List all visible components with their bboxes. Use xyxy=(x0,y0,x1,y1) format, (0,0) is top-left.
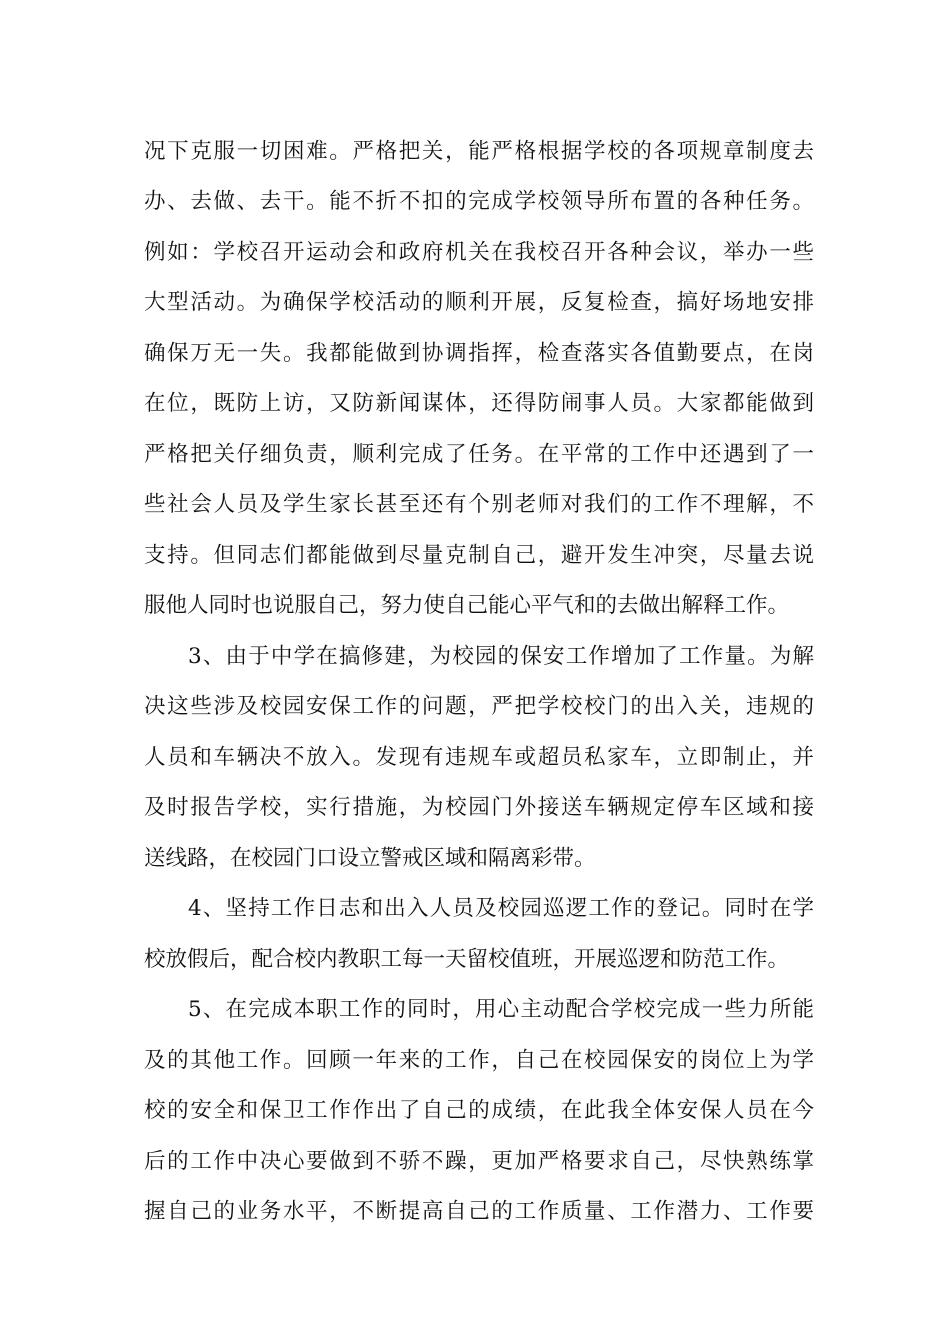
text-line: 况下克服一切困难。严格把关，能严格根据学校的各项规章制度去 xyxy=(144,139,814,164)
text-line: 些社会人员及学生家长甚至还有个别老师对我们的工作不理解，不 xyxy=(144,492,814,517)
text-line: 大型活动。为确保学校活动的顺利开展，反复检查，搞好场地安排 xyxy=(144,290,814,315)
paragraph-4-first-line: 4、坚持工作日志和出入人员及校园巡逻工作的登记。同时在学 xyxy=(188,896,814,921)
text-line: 及时报告学校，实行措施，为校园门外接送车辆规定停车区域和接 xyxy=(144,795,814,820)
text-line: 服他人同时也说服自己，努力使自己能心平气和的去做出解释工作。 xyxy=(144,593,790,618)
text-line: 校放假后，配合校内教职工每一天留校值班，开展巡逻和防范工作。 xyxy=(144,947,790,972)
text-line: 例如：学校召开运动会和政府机关在我校召开各种会议，举办一些 xyxy=(144,240,814,265)
paragraph-3-first-line: 3、由于中学在搞修建，为校园的保安工作增加了工作量。为解 xyxy=(188,644,814,669)
paragraph-5-first-line: 5、在完成本职工作的同时，用心主动配合学校完成一些力所能 xyxy=(188,997,814,1022)
text-line: 决这些涉及校园安保工作的问题，严把学校校门的出入关，违规的 xyxy=(144,694,814,719)
text-line: 校的安全和保卫工作作出了自己的成绩，在此我全体安保人员在今 xyxy=(144,1098,814,1123)
text-line: 人员和车辆决不放入。发现有违规车或超员私家车，立即制止，并 xyxy=(144,745,814,770)
text-line: 及的其他工作。回顾一年来的工作，自己在校园保安的岗位上为学 xyxy=(144,1048,814,1073)
text-line: 握自己的业务水平，不断提高自己的工作质量、工作潜力、工作要 xyxy=(144,1199,814,1224)
text-line: 办、去做、去干。能不折不扣的完成学校领导所布置的各种任务。 xyxy=(144,189,814,214)
text-line: 支持。但同志们都能做到尽量克制自己，避开发生冲突，尽量去说 xyxy=(144,543,814,568)
text-line: 送线路，在校园门口设立警戒区域和隔离彩带。 xyxy=(144,846,596,871)
text-line: 在位，既防上访，又防新闻谋体，还得防闹事人员。大家都能做到 xyxy=(144,391,814,416)
text-line: 严格把关仔细负责，顺利完成了任务。在平常的工作中还遇到了一 xyxy=(144,442,814,467)
text-line: 后的工作中决心要做到不骄不躁，更加严格要求自己，尽快熟练掌 xyxy=(144,1149,814,1174)
text-line: 确保万无一失。我都能做到协调指挥，检查落实各值勤要点，在岗 xyxy=(144,341,814,366)
